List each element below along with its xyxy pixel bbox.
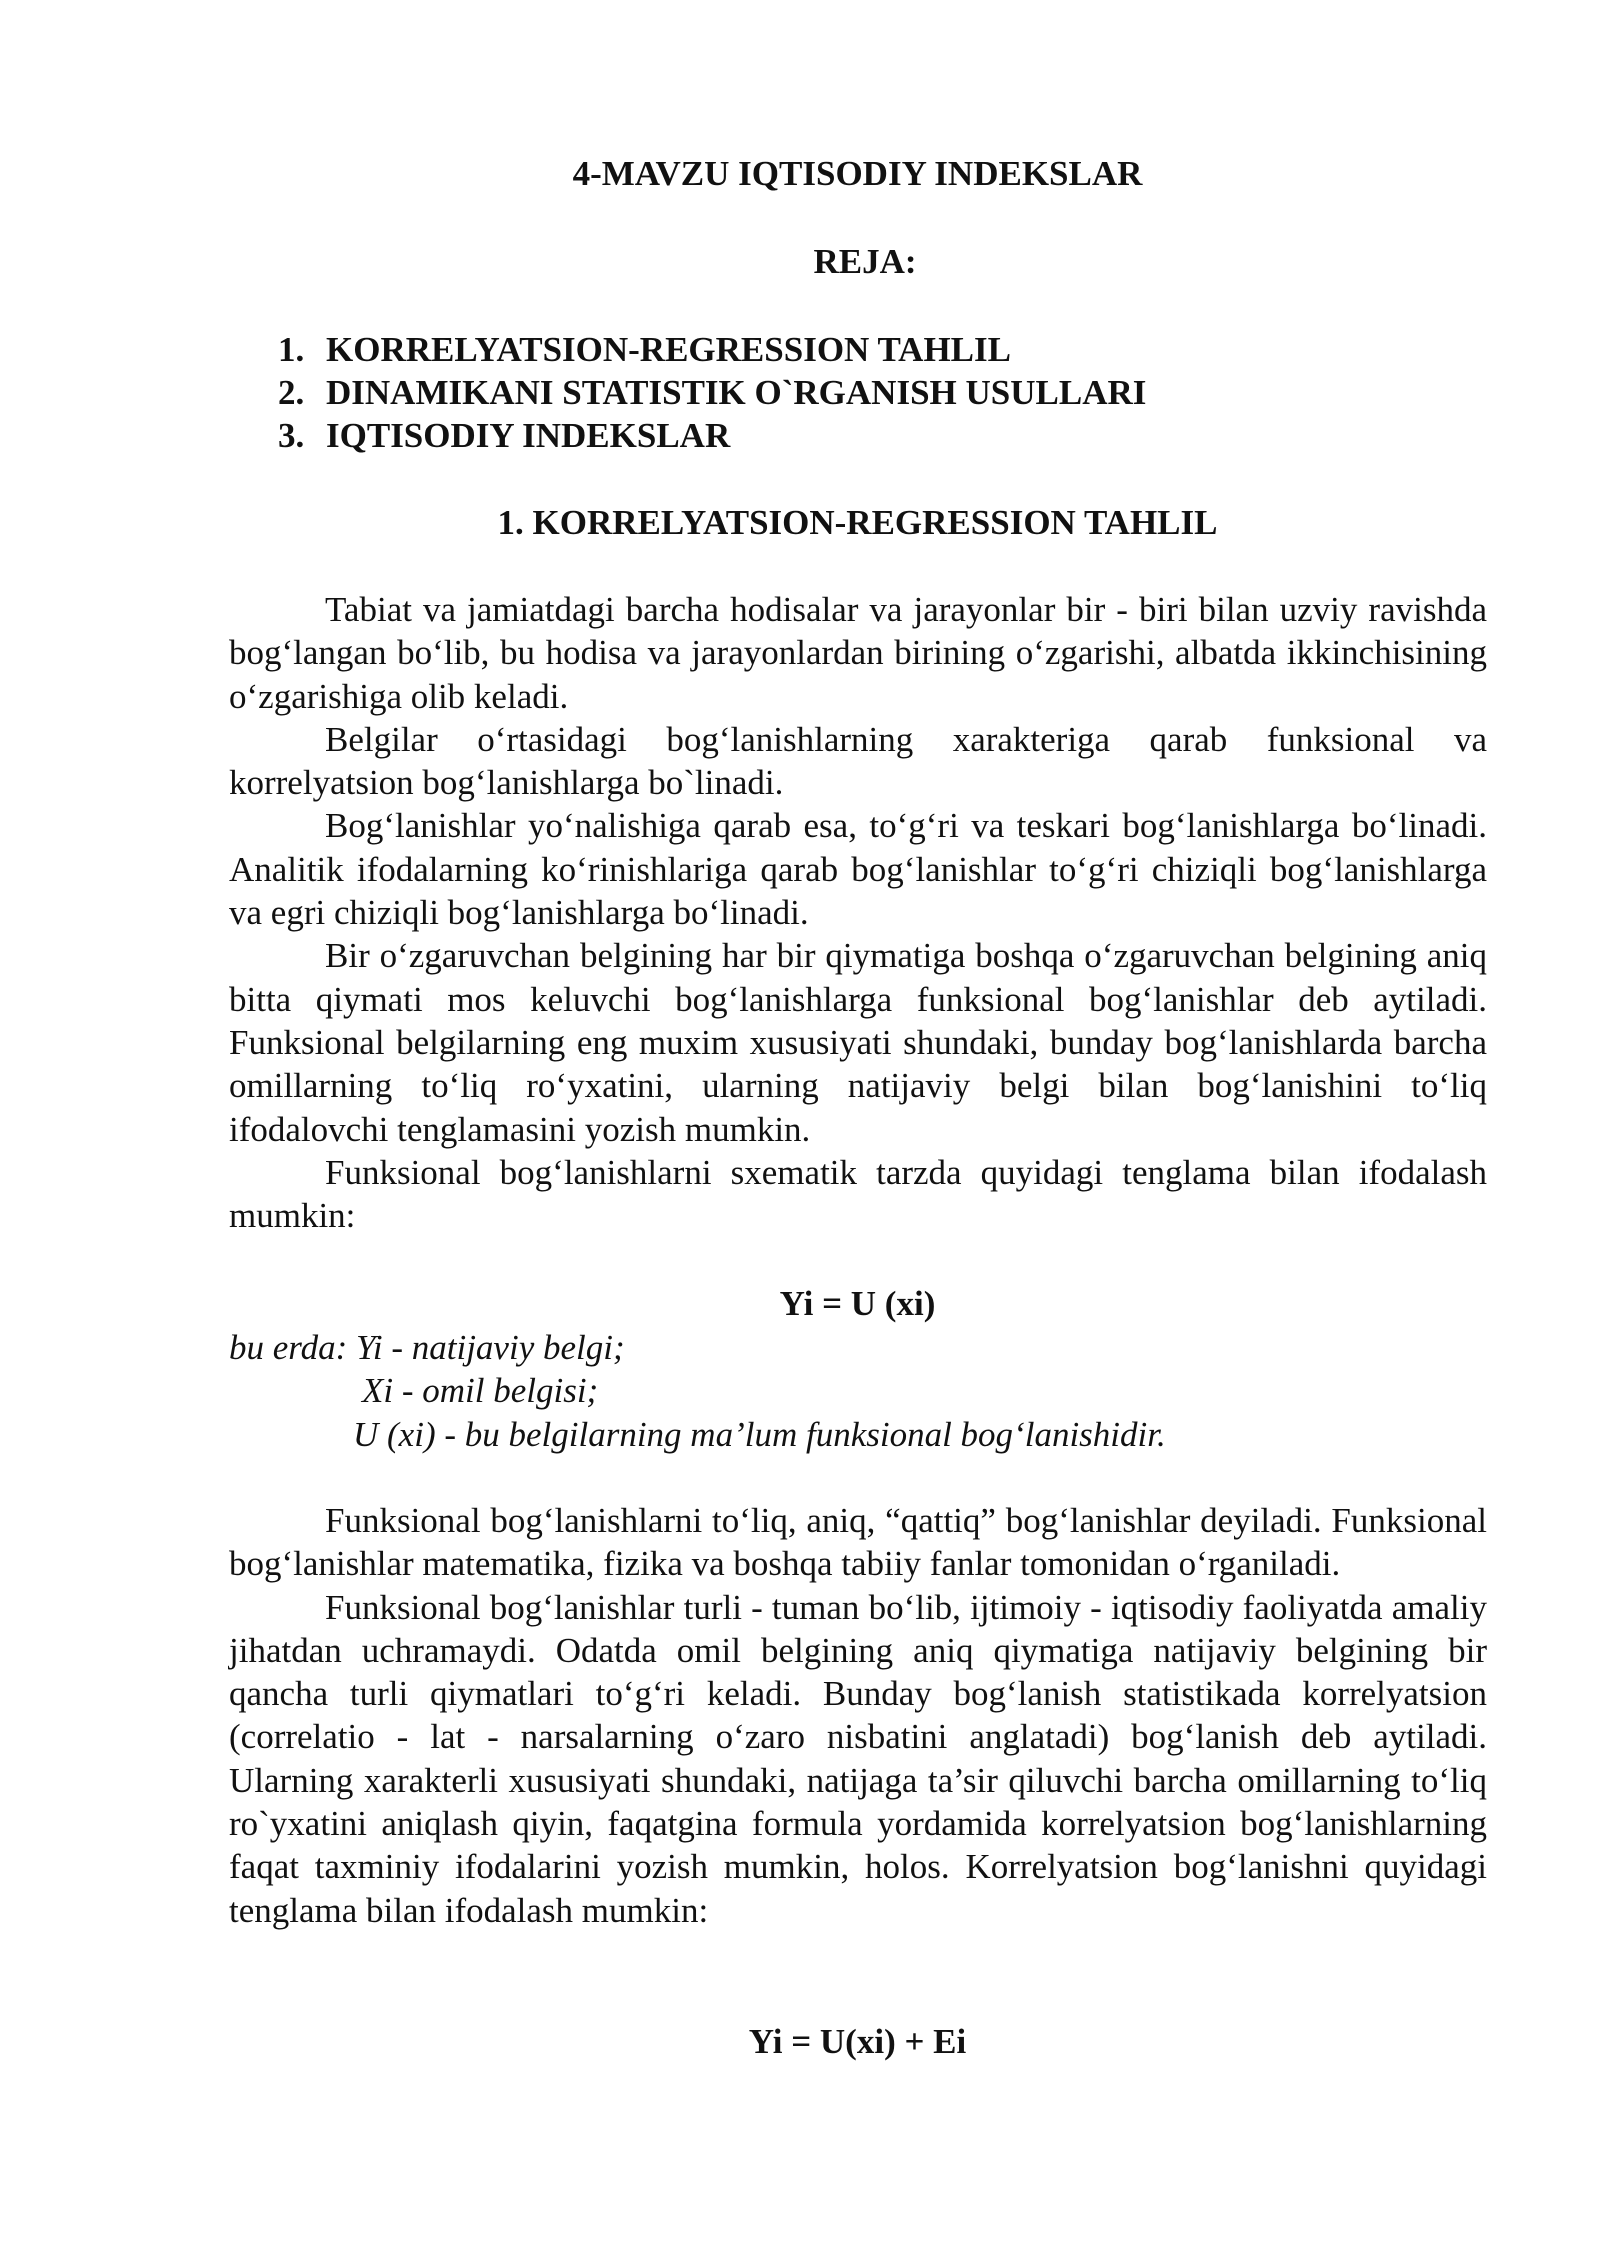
plan-item-text: DINAMIKANI STATISTIK O`RGANISH USULLARI bbox=[326, 373, 1147, 412]
body-text-part1 bbox=[229, 588, 1487, 1237]
plan-item-text: IQTISODIY INDEKSLAR bbox=[326, 416, 731, 455]
formula-legend bbox=[229, 1326, 1487, 1456]
paragraph: Belgilar o‘rtasidagi bog‘lanishlarning xarakteriga qarab funksional va korrelyatsion bog‘lanishlarga bo`linadi. bbox=[229, 719, 1487, 803]
plan-item bbox=[278, 414, 1478, 457]
plan-item bbox=[278, 328, 1478, 371]
plan-item-number: 3. bbox=[278, 416, 305, 455]
paragraph: Funksional bog‘lanishlarni sxematik tarzda quyidagi tenglama bilan ifodalash mumkin: bbox=[229, 1152, 1487, 1236]
document-title: 4-MAVZU IQTISODIY INDEKSLAR bbox=[572, 154, 1143, 193]
paragraph: Tabiat va jamiatdagi barcha hodisalar va jarayonlar bir - biri bilan uzviy ravishda bog‘langan bo‘lib, bu hodisa va jarayonlardan birining o‘zgarishi, albatda ikkinchisining o‘zgarishiga olib keladi. bbox=[229, 590, 1487, 716]
plan-item bbox=[278, 371, 1478, 414]
plan-item-number: 2. bbox=[278, 373, 305, 412]
legend-line: bu erda: Yi - natijaviy belgi; bbox=[229, 1328, 625, 1367]
plan-heading: REJA: bbox=[813, 242, 917, 281]
paragraph: Funksional bog‘lanishlar turli - tuman bo‘lib, ijtimoiy - iqtisodiy faoliyatda amaliy jihatdan uchramaydi. Odatda omil belgining aniq qiymatiga natijaviy belgining bir qancha turli qiymatlari to‘g‘ri keladi. Bunday bog‘lanish statistikada korrelyatsion (correlatio - lat - narsalarning o‘zaro nisbatini anglatadi) bog‘lanish deb aytiladi. Ularning xarakterli xususiyati shundaki, natijaga ta’sir qiluvchi barcha omillarning to‘liq ro`yxatini aniqlash qiyin, faqatgina formula yordamida korrelyatsion bog‘lanishlarning faqat taxminiy ifodalarini yozish mumkin, holos. Korrelyatsion bog‘lanishni quyidagi tenglama bilan ifodalash mumkin: bbox=[229, 1587, 1487, 1930]
formula-correlation: Yi = U(xi) + Ei bbox=[748, 2022, 967, 2061]
body-text-part2 bbox=[229, 1499, 1487, 1932]
legend-line: U (xi) - bu belgilarning ma’lum funksional bog‘lanishidir. bbox=[353, 1414, 1166, 1454]
formula-functional: Yi = U (xi) bbox=[779, 1284, 936, 1323]
paragraph: Bir o‘zgaruvchan belgining har bir qiymatiga boshqa o‘zgaruvchan belgining aniq bitta qiymati mos keluvchi bog‘lanishlarga funksional bog‘lanishlar deb aytiladi. Funksional belgilarning eng muxim xususiyati shundaki, bunday bog‘lanishlarda barcha omillarning to‘liq ro‘yxatini, ularning natijaviy belgi bilan bog‘lanishini to‘liq ifodalovchi tenglamasini yozish mumkin. bbox=[229, 936, 1487, 1149]
legend-line: Xi - omil belgisi; bbox=[362, 1371, 599, 1411]
plan-item-number: 1. bbox=[278, 330, 305, 369]
plan-list bbox=[278, 328, 1478, 457]
plan-item-text: KORRELYATSION-REGRESSION TAHLIL bbox=[326, 330, 1011, 369]
section-heading: 1. KORRELYATSION-REGRESSION TAHLIL bbox=[497, 503, 1218, 542]
paragraph: Funksional bog‘lanishlarni to‘liq, aniq, “qattiq” bog‘lanishlar deyiladi. Funksional bog‘lanishlar matematika, fizika va boshqa tabiiy fanlar tomonidan o‘rganiladi. bbox=[229, 1501, 1487, 1584]
paragraph: Bog‘lanishlar yo‘nalishiga qarab esa, to‘g‘ri va teskari bog‘lanishlarga bo‘linadi. Analitik ifodalarning ko‘rinishlariga qarab bog‘lanishlar to‘g‘ri chiziqli bog‘lanishlarga va egri chiziqli bog‘lanishlarga bo‘linadi. bbox=[229, 806, 1487, 933]
